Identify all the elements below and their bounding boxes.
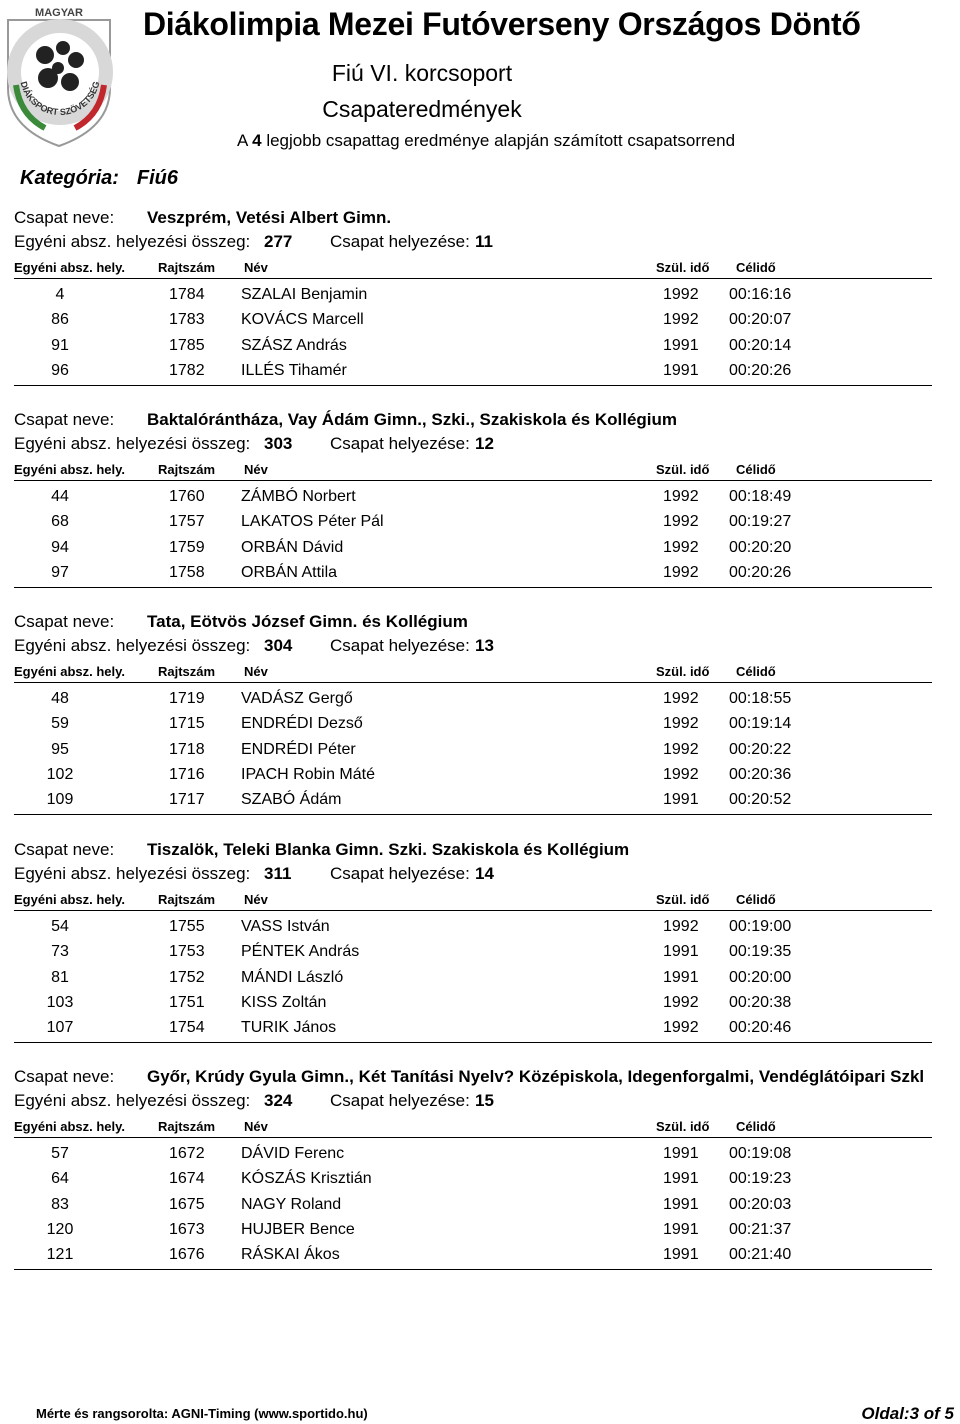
member-bib: 1782 [169, 361, 205, 379]
team-name-label: Csapat neve: [14, 208, 115, 227]
results-subtitle: Csapateredmények [322, 96, 522, 122]
member-name: PÉNTEK András [241, 943, 360, 961]
member-bib: 1672 [169, 1145, 205, 1162]
team-name: Veszprém, Vetési Albert Gimn. [147, 208, 392, 227]
member-place: 44 [51, 488, 69, 505]
member-year: 1991 [663, 943, 699, 961]
member-bib: 1751 [169, 993, 205, 1011]
member-time: 00:20:14 [729, 336, 792, 354]
member-year: 1991 [663, 1145, 699, 1162]
team-members [14, 688, 960, 815]
col-header-bib: Rajtszám [158, 892, 216, 907]
team-members [14, 1143, 960, 1270]
member-bib: 1759 [169, 538, 205, 556]
member-name: HUJBER Bence [241, 1220, 355, 1238]
member-bib: 1783 [169, 311, 205, 329]
col-header-name: Név [244, 1119, 268, 1134]
member-place: 109 [46, 791, 74, 809]
member-year: 1992 [663, 765, 699, 783]
table-row [14, 1143, 960, 1168]
member-time: 00:20:36 [729, 765, 792, 783]
member-time: 00:21:40 [729, 1246, 792, 1264]
member-name: ILLÉS Tihamér [241, 361, 347, 379]
member-year: 1991 [663, 968, 699, 986]
member-time: 00:20:07 [729, 311, 792, 329]
member-place: 59 [51, 715, 69, 733]
member-time: 00:16:16 [729, 286, 792, 303]
table-row [14, 1168, 960, 1193]
team-members [14, 486, 960, 588]
col-header-time: Célidő [736, 260, 776, 275]
footer-rule [14, 1042, 932, 1043]
member-place: 120 [46, 1220, 74, 1238]
ranking-note: A 4 legjobb csapattag eredménye alapján számított csapatsorrend [237, 131, 736, 150]
member-year: 1992 [663, 740, 699, 758]
sum-label: Egyéni absz. helyezési összeg: [14, 636, 251, 655]
member-time: 00:20:52 [729, 791, 792, 809]
sum-label: Egyéni absz. helyezési összeg: [14, 232, 251, 251]
team-place-label: Csapat helyezése: [330, 864, 470, 883]
member-year: 1991 [663, 336, 699, 354]
member-bib: 1674 [169, 1170, 205, 1188]
logo-top-text: MAGYAR [35, 7, 83, 19]
member-name: IPACH Robin Máté [241, 765, 375, 783]
table-row [14, 713, 960, 738]
member-bib: 1676 [169, 1246, 205, 1264]
member-time: 00:19:14 [729, 715, 792, 733]
member-year: 1992 [663, 538, 699, 556]
table-row [14, 1244, 960, 1269]
table-row [14, 486, 960, 511]
member-bib: 1675 [169, 1195, 205, 1213]
member-time: 00:19:27 [729, 513, 792, 531]
col-header-name: Név [244, 260, 268, 275]
member-bib: 1754 [169, 1019, 205, 1037]
member-time: 00:20:22 [729, 740, 792, 758]
col-header-place: Egyéni absz. hely. [14, 664, 126, 679]
team-name: Tiszalök, Teleki Blanka Gimn. Szki. Szakiskola és Kollégium [147, 840, 630, 859]
table-header [14, 660, 960, 682]
member-name: MÁNDI László [241, 968, 344, 986]
member-time: 00:20:03 [729, 1195, 792, 1213]
team-block [14, 612, 960, 815]
table-row [14, 992, 960, 1017]
col-header-place: Egyéni absz. hely. [14, 892, 126, 907]
table-header [14, 256, 960, 278]
member-year: 1991 [663, 1170, 699, 1188]
member-place: 103 [46, 993, 74, 1011]
team-sum-line [14, 864, 960, 888]
member-bib: 1673 [169, 1220, 205, 1238]
team-name: Baktalórántháza, Vay Ádám Gimn., Szki., Szakiskola és Kollégium [147, 410, 678, 429]
table-row [14, 764, 960, 789]
member-bib: 1715 [169, 715, 205, 733]
col-header-name: Név [244, 892, 268, 907]
member-bib: 1760 [169, 488, 205, 505]
team-name: Győr, Krúdy Gyula Gimn., Két Tanítási Nyelv? Középiskola, Idegenforgalmi, Vendéglátóipari Szkl [147, 1067, 925, 1086]
table-header [14, 888, 960, 910]
table-row [14, 360, 960, 385]
member-time: 00:20:38 [729, 993, 792, 1011]
member-place: 81 [51, 968, 69, 986]
team-name-label: Csapat neve: [14, 1067, 115, 1086]
member-year: 1992 [663, 513, 699, 531]
team-name-label: Csapat neve: [14, 612, 115, 631]
col-header-bib: Rajtszám [158, 462, 216, 477]
header-rule [14, 682, 932, 683]
team-place-label: Csapat helyezése: [330, 434, 470, 453]
member-name: ENDRÉDI Dezső [241, 715, 363, 733]
member-time: 00:20:26 [729, 563, 792, 581]
member-name: VASS István [241, 918, 330, 935]
member-place: 95 [51, 740, 69, 758]
team-place-label: Csapat helyezése: [330, 1091, 470, 1110]
member-year: 1992 [663, 563, 699, 581]
col-header-year: Szül. idő [656, 462, 710, 477]
table-row [14, 739, 960, 764]
col-header-bib: Rajtszám [158, 664, 216, 679]
member-time: 00:20:20 [729, 538, 792, 556]
member-bib: 1719 [169, 690, 205, 707]
col-header-year: Szül. idő [656, 260, 710, 275]
member-year: 1991 [663, 1246, 699, 1264]
member-name: ORBÁN Attila [241, 563, 338, 581]
member-name: SZABÓ Ádám [241, 791, 342, 809]
team-sum: 324 [264, 1091, 293, 1110]
col-header-year: Szül. idő [656, 1119, 710, 1134]
team-block [14, 410, 960, 588]
member-place: 102 [46, 765, 74, 783]
page-title: Diákolimpia Mezei Futóverseny Országos Döntő [143, 6, 861, 42]
member-place: 94 [51, 538, 69, 556]
col-header-bib: Rajtszám [158, 1119, 216, 1134]
member-year: 1992 [663, 715, 699, 733]
member-place: 48 [51, 690, 69, 707]
member-name: SZALAI Benjamin [241, 286, 368, 303]
footer-rule [14, 1269, 932, 1270]
member-bib: 1717 [169, 791, 205, 809]
col-header-time: Célidő [736, 664, 776, 679]
member-year: 1992 [663, 286, 699, 303]
team-place: 11 [475, 232, 493, 251]
team-place: 15 [475, 1091, 494, 1110]
member-name: ORBÁN Dávid [241, 538, 344, 556]
table-row [14, 916, 960, 941]
member-place: 54 [51, 918, 69, 935]
member-place: 73 [51, 943, 69, 961]
team-place-label: Csapat helyezése: [330, 636, 470, 655]
table-header [14, 1115, 960, 1137]
team-block [14, 840, 960, 1043]
footer-rule [14, 814, 932, 815]
col-header-year: Szül. idő [656, 892, 710, 907]
col-header-year: Szül. idő [656, 664, 710, 679]
member-place: 64 [51, 1170, 69, 1188]
member-time: 00:21:37 [729, 1220, 792, 1238]
table-row [14, 309, 960, 334]
member-time: 00:20:26 [729, 361, 792, 379]
team-name: Tata, Eötvös József Gimn. és Kollégium [147, 612, 468, 631]
header-rule [14, 480, 932, 481]
col-header-time: Célidő [736, 1119, 776, 1134]
member-time: 00:18:55 [729, 690, 792, 707]
member-year: 1992 [663, 311, 699, 329]
member-name: RÁSKAI Ákos [241, 1246, 340, 1264]
member-place: 86 [51, 311, 69, 329]
team-name-line [14, 208, 960, 232]
team-name-label: Csapat neve: [14, 410, 115, 429]
team-place: 12 [475, 434, 494, 453]
member-time: 00:19:00 [729, 918, 792, 935]
header-rule [14, 1137, 932, 1138]
member-place: 91 [51, 336, 69, 354]
member-bib: 1718 [169, 740, 205, 758]
sum-label: Egyéni absz. helyezési összeg: [14, 1091, 251, 1110]
member-name: KOVÁCS Marcell [241, 311, 364, 329]
footer-rule [14, 587, 932, 588]
member-name: SZÁSZ András [241, 336, 347, 354]
member-year: 1991 [663, 791, 699, 809]
page-number: Oldal:3 of 5 [861, 1404, 954, 1423]
team-members [14, 284, 960, 386]
member-time: 00:18:49 [729, 488, 792, 505]
team-block [14, 208, 960, 386]
team-sum: 277 [264, 232, 293, 251]
member-name: NAGY Roland [241, 1195, 342, 1213]
category-value: Fiú6 [136, 167, 179, 189]
team-name-line [14, 612, 960, 636]
member-time: 00:20:00 [729, 968, 792, 986]
member-year: 1992 [663, 918, 699, 935]
member-bib: 1785 [169, 336, 205, 354]
age-group-subtitle: Fiú VI. korcsoport [331, 60, 513, 86]
table-row [14, 511, 960, 536]
col-header-place: Egyéni absz. hely. [14, 1119, 126, 1134]
logo-ring-text: DIÁKSPORT SZÖVETSÉG [18, 80, 102, 118]
header-rule [14, 910, 932, 911]
member-place: 96 [51, 361, 69, 379]
col-header-time: Célidő [736, 892, 776, 907]
member-place: 121 [46, 1246, 74, 1264]
member-name: ZÁMBÓ Norbert [241, 488, 356, 505]
team-place: 14 [475, 864, 494, 883]
member-year: 1991 [663, 1195, 699, 1213]
category [20, 167, 178, 190]
member-year: 1991 [663, 1220, 699, 1238]
table-row [14, 1017, 960, 1042]
member-time: 00:19:35 [729, 943, 792, 961]
member-place: 97 [51, 563, 69, 581]
table-row [14, 967, 960, 992]
footer-rule [14, 385, 932, 386]
table-row [14, 284, 960, 309]
member-bib: 1753 [169, 943, 205, 961]
sum-label: Egyéni absz. helyezési összeg: [14, 434, 251, 453]
team-sum-line [14, 434, 960, 458]
member-year: 1991 [663, 361, 699, 379]
member-bib: 1716 [169, 765, 205, 783]
col-header-bib: Rajtszám [158, 260, 216, 275]
team-block [14, 1067, 960, 1270]
col-header-place: Egyéni absz. hely. [14, 260, 126, 275]
sum-label: Egyéni absz. helyezési összeg: [14, 864, 251, 883]
table-row [14, 789, 960, 814]
team-place: 13 [475, 636, 494, 655]
member-bib: 1784 [169, 286, 205, 303]
team-sum: 311 [264, 864, 292, 883]
table-row [14, 537, 960, 562]
member-year: 1992 [663, 690, 699, 707]
member-bib: 1752 [169, 968, 205, 986]
team-name-label: Csapat neve: [14, 840, 115, 859]
table-row [14, 688, 960, 713]
team-members [14, 916, 960, 1043]
table-row [14, 335, 960, 360]
team-sum-line [14, 232, 960, 256]
footer-credit: Mérte és rangsorolta: AGNI-Timing (www.sportido.hu) [36, 1406, 368, 1421]
member-name: TURIK János [241, 1019, 337, 1037]
col-header-place: Egyéni absz. hely. [14, 462, 126, 477]
member-place: 68 [51, 513, 69, 531]
team-name-line [14, 840, 960, 864]
member-bib: 1757 [169, 513, 205, 531]
team-sum: 303 [264, 434, 293, 453]
member-name: KISS Zoltán [241, 993, 327, 1011]
member-place: 107 [46, 1019, 74, 1037]
team-name-line [14, 1067, 960, 1091]
table-row [14, 562, 960, 587]
team-place-label: Csapat helyezése: [330, 232, 470, 251]
member-place: 83 [51, 1195, 69, 1213]
team-sum-line [14, 1091, 960, 1115]
team-name-line [14, 410, 960, 434]
member-name: DÁVID Ferenc [241, 1145, 345, 1162]
member-name: LAKATOS Péter Pál [241, 513, 384, 531]
header-rule [14, 278, 932, 279]
team-sum-line [14, 636, 960, 660]
team-sum: 304 [264, 636, 293, 655]
member-year: 1992 [663, 993, 699, 1011]
member-bib: 1758 [169, 563, 205, 581]
table-row [14, 1194, 960, 1219]
member-time: 00:19:08 [729, 1145, 792, 1162]
category-label: Kategória: [20, 167, 119, 189]
member-name: KÓSZÁS Krisztián [241, 1170, 372, 1188]
col-header-time: Célidő [736, 462, 776, 477]
member-name: ENDRÉDI Péter [241, 740, 356, 758]
member-place: 4 [55, 286, 65, 303]
member-time: 00:19:23 [729, 1170, 792, 1188]
member-year: 1992 [663, 1019, 699, 1037]
member-name: VADÁSZ Gergő [241, 690, 353, 707]
member-place: 57 [51, 1145, 69, 1162]
member-bib: 1755 [169, 918, 205, 935]
col-header-name: Név [244, 462, 268, 477]
table-header [14, 458, 960, 480]
table-row [14, 1219, 960, 1244]
table-row [14, 941, 960, 966]
member-time: 00:20:46 [729, 1019, 792, 1037]
member-year: 1992 [663, 488, 699, 505]
col-header-name: Név [244, 664, 268, 679]
